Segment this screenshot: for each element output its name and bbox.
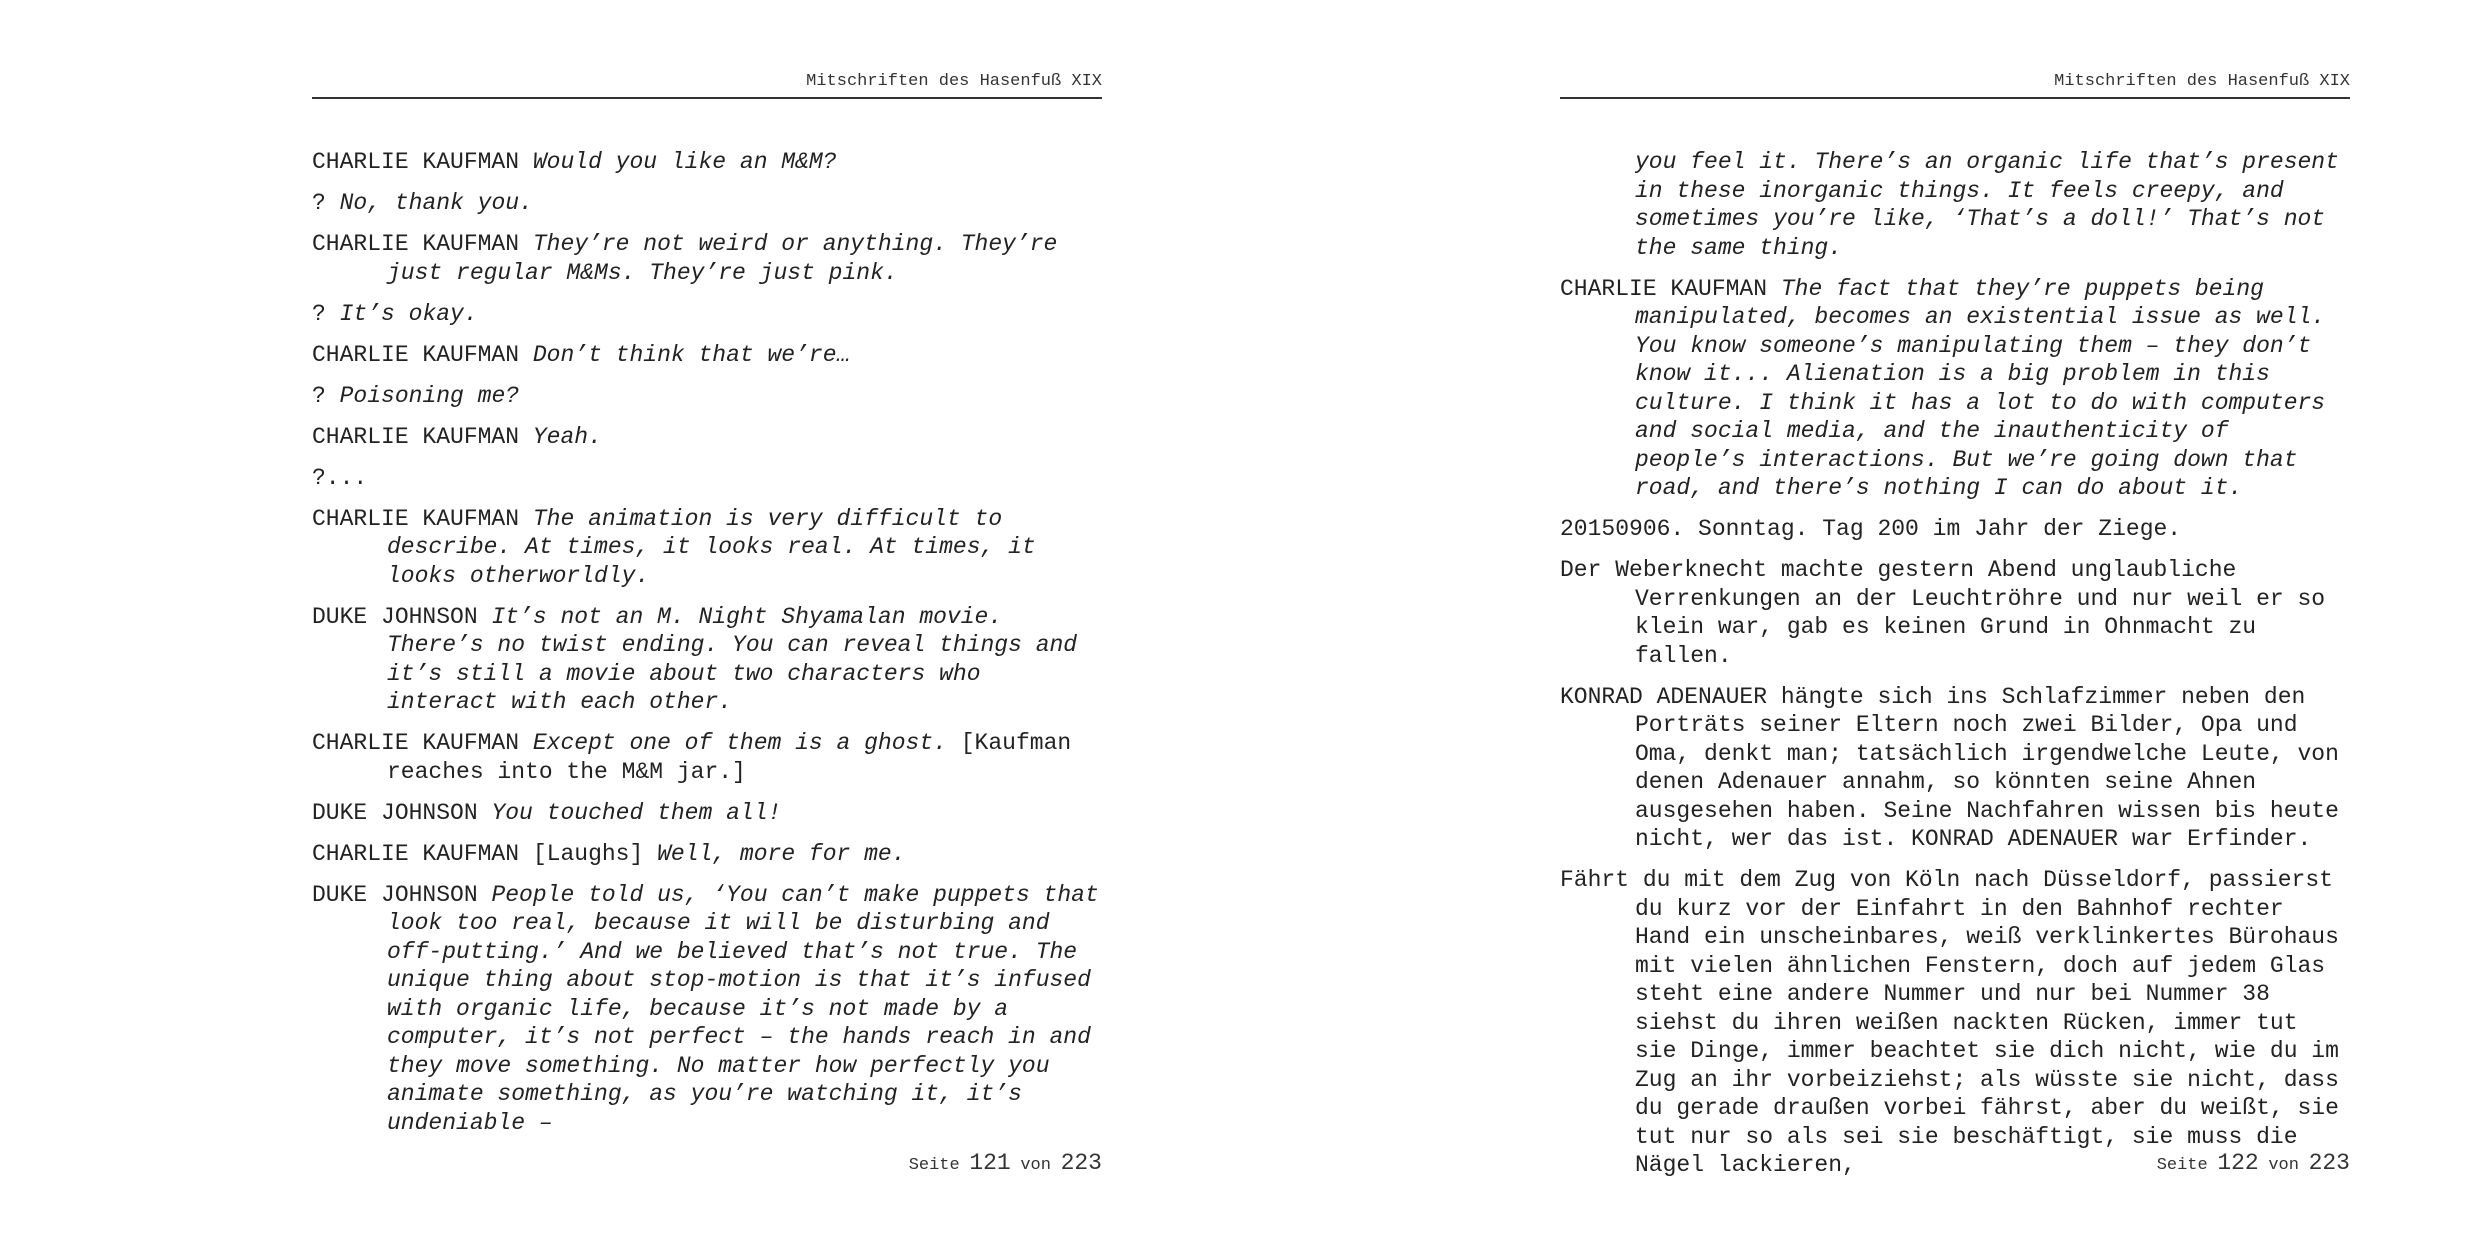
paragraph (1560, 148, 2350, 262)
header-rule (312, 97, 1102, 99)
speaker-name: CHARLIE KAUFMAN (312, 505, 520, 532)
paragraph-text: Yeah. (532, 423, 602, 450)
right-page (1560, 0, 2350, 1240)
paragraph (1560, 275, 2350, 503)
speaker-name: CHARLIE KAUFMAN (312, 231, 520, 257)
speaker-name: CHARLIE KAUFMAN (312, 423, 520, 450)
paragraph (312, 729, 1102, 786)
paragraph-text: you feel it. There’s an organic life that’s present in these inorganic things. It feels creepy, and sometimes you’re like, ‘That’s a doll!’ That’s not the same thing. (1635, 149, 2339, 261)
paragraph (312, 505, 1102, 591)
paragraph-text: The fact that they’re puppets being manipulated, becomes an existential issue as well. You know someone’s manipulating them – they don’t know it... Alienation is a big problem in this culture. I think it has a lot to do with computers and social media, and the inauthenticity of people’s interactions. But we’re going down that road, and there’s nothing I can do about it. (1635, 275, 2326, 501)
paragraph-text: Don’t think that we’re… (532, 341, 851, 368)
paragraph (312, 189, 1102, 218)
page-total: 223 (1060, 1150, 1102, 1176)
left-page (312, 0, 1102, 1240)
paragraph (312, 148, 1102, 177)
running-header: Mitschriften des Hasenfuß XIX (2054, 72, 2350, 91)
speaker-name: ? (312, 382, 326, 409)
page-number: 121 (969, 1150, 1011, 1176)
paragraph (1560, 683, 2350, 854)
footer-von-label: von (2268, 1156, 2299, 1175)
paragraph (1560, 515, 2350, 544)
paragraph-text: No, thank you. (339, 190, 533, 216)
paragraph (312, 603, 1102, 717)
paragraph (312, 423, 1102, 452)
paragraph-text: You touched them all! (491, 799, 782, 826)
page-footer (312, 1148, 1102, 1181)
paragraph (312, 230, 1102, 287)
paragraph (312, 881, 1102, 1138)
header-rule (1560, 97, 2350, 99)
speaker-name: ?... (312, 464, 368, 491)
paragraph (1560, 866, 2350, 1180)
footer-seite-label: Seite (2156, 1156, 2208, 1175)
speaker-name: DUKE JOHNSON (312, 603, 478, 630)
right-page-body (1560, 148, 2350, 1192)
stage-direction: [Laughs] (532, 840, 644, 867)
page-total: 223 (2308, 1150, 2350, 1176)
speaker-name: CHARLIE KAUFMAN (312, 840, 520, 867)
paragraph (312, 300, 1102, 329)
speaker-name: ? (312, 300, 326, 327)
paragraph-text: The animation is very difficult to describe. At times, it looks real. At times, it looks otherworldly. (387, 505, 1036, 589)
paragraph (1560, 556, 2350, 670)
left-page-body (312, 148, 1102, 1150)
running-header: Mitschriften des Hasenfuß XIX (806, 72, 1102, 91)
paragraph-text: Well, more for me. (657, 840, 906, 867)
speaker-name: CHARLIE KAUFMAN (312, 730, 520, 756)
paragraph-text: Would you like an M&M? (532, 149, 837, 175)
paragraph-text: People told us, ‘You can’t make puppets that look too real, because it will be disturbing and off-putting.’ And we believed that’s not true. The unique thing about stop-motion is that it’s infused with organic life, because it’s not made by a computer, it’s not perfect – the hands reach in and they move something. No matter how perfectly you animate something, as you’re watching it, it’s undeniable – (387, 881, 1099, 1136)
stage-direction: [Kaufman reaches into the M&M jar.] (387, 730, 1072, 785)
paragraph (312, 464, 1102, 493)
speaker-name: CHARLIE KAUFMAN (312, 341, 520, 368)
paragraph (312, 840, 1102, 869)
paragraph-text: Except one of them is a ghost. (532, 730, 947, 756)
paragraph (312, 382, 1102, 411)
footer-von-label: von (1020, 1156, 1051, 1175)
speaker-name: ? (312, 190, 326, 216)
paragraph-text: Poisoning me? (339, 382, 520, 409)
footer-seite-label: Seite (908, 1156, 960, 1175)
paragraph (312, 341, 1102, 370)
paragraph-text: Fährt du mit dem Zug von Köln nach Düsseldorf, passierst du kurz vor der Einfahrt in den Bahnhof rechter Hand ein unscheinbares, weiß verklinkertes Bürohaus mit vielen ähnlichen Fenstern, doch auf jedem Glas steht eine andere Nummer und nur bei Nummer 38 siehst du ihren weißen nackten Rücken, immer tut sie Dinge, immer beachtet sie dich nicht, wie du im Zug an ihr vorbeiziehst; als wüsste sie nicht, dass du gerade draußen vorbei fährst, aber du weißt, sie tut nur so als sei sie beschäftigt, sie muss die Nägel lackieren, (1560, 867, 2339, 1178)
paragraph-text: Der Weberknecht machte gestern Abend unglaubliche Verrenkungen an der Leuchtröhre und nur weil er so klein war, gab es keinen Grund in Ohnmacht zu fallen. (1560, 557, 2326, 669)
speaker-name: CHARLIE KAUFMAN (312, 149, 520, 175)
paragraph-text: 20150906. Sonntag. Tag 200 im Jahr der Ziege. (1560, 516, 2182, 542)
paragraph-text: They’re not weird or anything. They’re just regular M&Ms. They’re just pink. (387, 231, 1058, 286)
page-footer (1560, 1148, 2350, 1181)
paragraph-text: It’s okay. (339, 300, 478, 327)
paragraph-text: KONRAD ADENAUER hängte sich ins Schlafzimmer neben den Porträts seiner Eltern noch zwei Bilder, Opa und Oma, denkt man; tatsächlich irgendwelche Leute, von denen Adenauer annahm, so könnten seine Ahnen ausgesehen haben. Seine Nachfahren wissen bis heute nicht, wer das ist. KONRAD ADENAUER war Erfinder. (1560, 683, 2339, 852)
speaker-name: DUKE JOHNSON (312, 881, 478, 908)
paragraph-text: It’s not an M. Night Shyamalan movie. There’s no twist ending. You can reveal things and it’s still a movie about two characters who interact with each other. (387, 603, 1078, 715)
speaker-name: DUKE JOHNSON (312, 799, 478, 826)
page-number: 122 (2217, 1150, 2259, 1176)
speaker-name: CHARLIE KAUFMAN (1560, 275, 1768, 302)
paragraph (312, 799, 1102, 828)
